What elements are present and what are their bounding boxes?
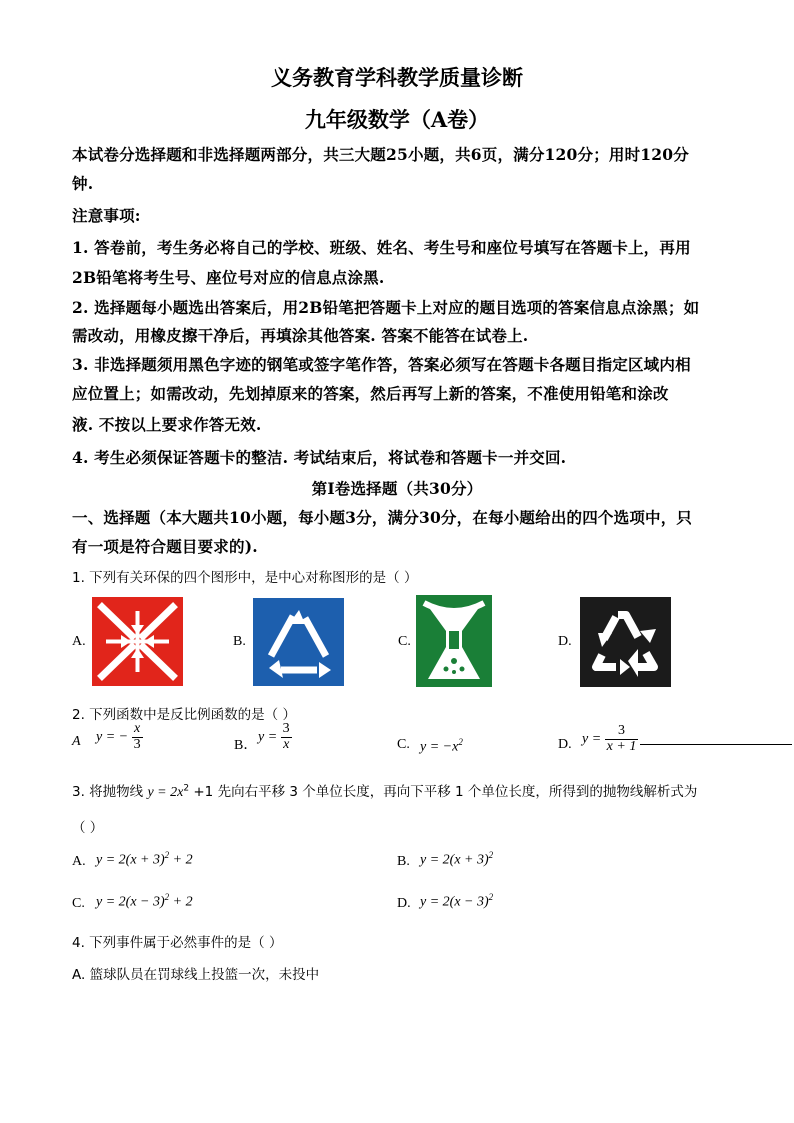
q3-stem-post: +1 先向右平移 3 个单位长度，再向下平移 1 个单位长度，所得到的抛物线解析式为 <box>193 784 698 800</box>
q3-b-base: y = 2(x + 3) <box>420 852 489 868</box>
intro-line-2: 钟. <box>72 174 94 193</box>
q1-option-a-label: A. <box>72 634 86 649</box>
q2-b-denominator: x <box>283 736 290 752</box>
q3-c-base: y = 2(x − 3) <box>96 894 165 910</box>
section-heading-line-2: 有一项是符合题目要求的). <box>72 537 258 556</box>
q3-option-b-formula <box>420 850 493 869</box>
q3-stem-pre: 3. 将抛物线 <box>72 784 144 800</box>
q3-answer-paren: （ ） <box>72 820 104 836</box>
q3-option-c-formula <box>96 892 193 911</box>
q3-d-exponent: 2 <box>488 892 494 902</box>
q3-option-d-label: D. <box>397 896 411 911</box>
q2-option-d-label: D. <box>558 737 572 752</box>
q2-d-denominator: x + 1 <box>606 738 637 754</box>
q2-a-lhs: y = − <box>96 729 129 745</box>
q2-option-b-formula <box>258 722 292 752</box>
notes-line: 2. 选择题每小题选出答案后，用2B铅笔把答题卡上对应的题目选项的答案信息点涂黑；如 <box>72 298 700 317</box>
q2-option-c-label: C. <box>397 737 410 752</box>
q3-b-exponent: 2 <box>488 850 494 860</box>
q2-c-exponent: 2 <box>458 737 463 747</box>
q2-b-numerator: 3 <box>282 721 290 736</box>
recycle-arrows-icon <box>580 597 671 687</box>
q2-option-a-label: A <box>72 734 81 749</box>
q3-option-a-formula <box>96 850 193 869</box>
q3-stem-equation: y = 2x <box>147 785 184 800</box>
arrows-inward-icon <box>92 597 183 686</box>
page-title: 义务教育学科教学质量诊断 <box>271 65 523 90</box>
question-3-stem <box>72 780 697 801</box>
q1-option-b-label: B. <box>233 634 246 649</box>
notes-line: 应位置上；如需改动，先划掉原来的答案，然后再写上新的答案，不准使用铅笔和涂改 <box>72 384 669 403</box>
notes-line: 液. 不按以上要求作答无效. <box>72 415 262 434</box>
intro-line-1: 本试卷分选择题和非选择题两部分，共三大题25小题，共6页，满分120分；用时120分 <box>72 145 689 164</box>
notes-line: 3. 非选择题须用黑色字迹的钢笔或签字笔作答，答案必须写在答题卡各题目指定区域内相 <box>72 355 691 374</box>
q3-a-tail: + 2 <box>169 852 193 868</box>
q3-option-d-formula <box>420 892 493 911</box>
q2-d-numerator: 3 <box>605 724 639 740</box>
q2-d-rule <box>640 744 792 745</box>
hourglass-flask-icon <box>416 595 492 687</box>
q2-option-b-label: B． <box>234 738 258 753</box>
notes-line: 1. 答卷前，考生务必将自己的学校、班级、姓名、考生号和座位号填写在答题卡上，再用 <box>72 238 691 257</box>
question-2-stem: 2. 下列函数中是反比例函数的是（ ） <box>72 707 296 723</box>
q3-option-b-label: B. <box>397 854 410 869</box>
notes-line: 需改动，用橡皮擦干净后，再填涂其他答案. 答案不能答在试卷上. <box>72 326 529 345</box>
q3-a-exponent: 2 <box>164 850 170 860</box>
q2-option-d-formula <box>582 724 638 754</box>
q3-option-c-label: C. <box>72 896 85 911</box>
q1-option-d-label: D. <box>558 634 572 649</box>
part-heading: 第Ⅰ卷选择题（共30分） <box>311 479 483 498</box>
q2-a-denominator: 3 <box>133 736 141 752</box>
q3-d-base: y = 2(x − 3) <box>420 894 489 910</box>
question-1-stem: 1. 下列有关环保的四个图形中，是中心对称图形的是（ ） <box>72 570 418 586</box>
notes-line: 4. 考生必须保证答题卡的整洁. 考试结束后，将试卷和答题卡一并交回. <box>72 448 567 467</box>
recycle-triangle-icon <box>253 598 344 686</box>
q3-c-exponent: 2 <box>164 892 170 902</box>
q3-a-base: y = 2(x + 3) <box>96 852 165 868</box>
q2-a-numerator: x <box>132 722 143 738</box>
section-heading-line-1: 一、选择题（本大题共10小题，每小题3分，满分30分，在每小题给出的四个选项中，只 <box>72 508 693 527</box>
q2-option-a-formula <box>96 722 143 752</box>
page-subtitle: 九年级数学（A卷） <box>304 107 490 132</box>
notes-heading: 注意事项: <box>72 206 141 225</box>
q3-c-tail: + 2 <box>169 894 193 910</box>
q4-option-a: A. 篮球队员在罚球线上投篮一次，未投中 <box>72 967 320 983</box>
q1-option-c-label: C. <box>398 634 411 649</box>
q2-option-c-formula <box>420 737 463 756</box>
q3-option-a-label: A. <box>72 854 86 869</box>
q3-stem-exponent: 2 <box>183 783 190 794</box>
q2-c-expr: y = −x <box>420 739 459 755</box>
question-4-stem: 4. 下列事件属于必然事件的是（ ） <box>72 935 283 951</box>
notes-line: 2B铅笔将考生号、座位号对应的信息点涂黑. <box>72 268 385 287</box>
q2-b-lhs: y = <box>258 729 278 745</box>
q2-d-lhs: y = <box>582 731 602 747</box>
